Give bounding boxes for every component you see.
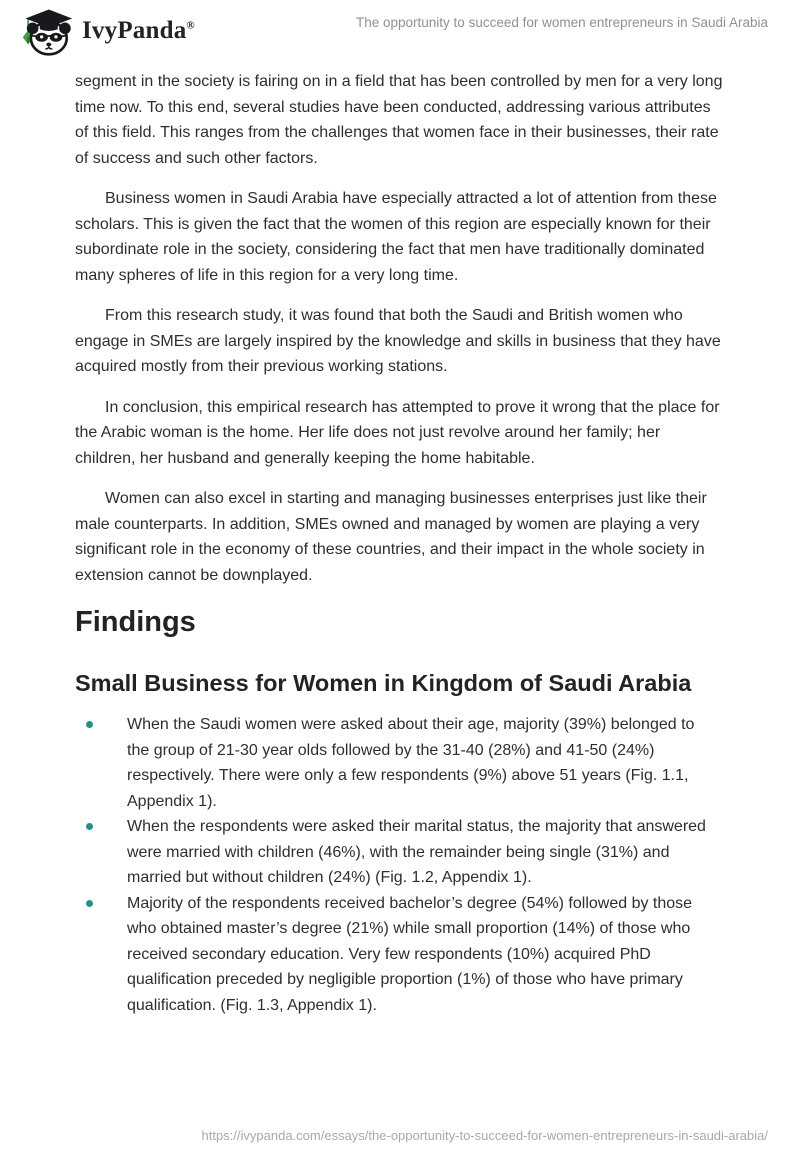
list-item-text: Majority of the respondents received bachelor’s degree (54%) followed by those who obtained master’s degree (21%) while small proportion (14%) of those who received secondary education. Very few respondents (10%) acquired PhD qualification preceded by negligible proportion (1%) of those who have primary qualification. (Fig. 1.3, Appendix 1). bbox=[127, 894, 693, 1014]
subsection-heading-small-business: Small Business for Women in Kingdom of Saudi Arabia bbox=[75, 670, 692, 696]
bullet-icon bbox=[86, 823, 93, 830]
source-url: https://ivypanda.com/essays/the-opportunity-to-succeed-for-women-entrepreneurs-in-saudi-arabia/ bbox=[201, 1128, 768, 1143]
brand bbox=[18, 5, 195, 57]
section-heading-findings: Findings bbox=[75, 606, 196, 638]
findings-list bbox=[75, 712, 725, 1018]
list-item bbox=[75, 712, 725, 814]
list-item bbox=[75, 814, 725, 891]
list-item-text: When the Saudi women were asked about their age, majority (39%) belonged to the group of 21-30 year olds followed by the 31-40 (28%) and 41-50 (24%) respectively. There were only a few respondents (9%) above 51 years (Fig. 1.1, Appendix 1). bbox=[127, 716, 695, 810]
page-header bbox=[0, 0, 800, 62]
paragraph: Women can also excel in starting and managing businesses enterprises just like their male counterparts. In addition, SMEs owned and managed by women are playing a very significant role in the economy of these countries, and their impact in the whole society in extension cannot be downplayed. bbox=[75, 490, 707, 584]
ivypanda-logo-icon bbox=[18, 5, 76, 57]
brand-name: IvyPanda® bbox=[82, 17, 195, 44]
registered-trademark: ® bbox=[186, 19, 195, 32]
paragraph: segment in the society is fairing on in a field that has been controlled by men for a very long time now. To this end, several studies have been conducted, addressing various attributes of this field. This ranges from the challenges that women face in their businesses, their rate of success and such other factors. bbox=[75, 73, 723, 167]
bullet-icon bbox=[86, 721, 93, 728]
list-item-text: When the respondents were asked their marital status, the majority that answered were married with children (46%), with the remainder being single (31%) and married but without children (24%) (Fig. 1.2, Appendix 1). bbox=[127, 818, 706, 886]
document-title: The opportunity to succeed for women entrepreneurs in Saudi Arabia bbox=[356, 15, 768, 30]
paragraph: In conclusion, this empirical research has attempted to prove it wrong that the place for the Arabic woman is the home. Her life does not just revolve around her family; her children, her husband and generally keeping the home habitable. bbox=[75, 398, 720, 467]
paragraph: From this research study, it was found that both the Saudi and British women who engage in SMEs are largely inspired by the knowledge and skills in business that they have acquired mostly from their previous working stations. bbox=[75, 307, 721, 375]
article-body bbox=[75, 62, 725, 1018]
page-footer bbox=[202, 1128, 769, 1143]
paragraph: Business women in Saudi Arabia have especially attracted a lot of attention from these scholars. This is given the fact that the women of this region are especially known for their subordinate role in the society, considering the fact that men have traditionally dominated many spheres of life in this region for a very long time. bbox=[75, 190, 717, 284]
list-item bbox=[75, 891, 725, 1019]
bullet-icon bbox=[86, 900, 93, 907]
